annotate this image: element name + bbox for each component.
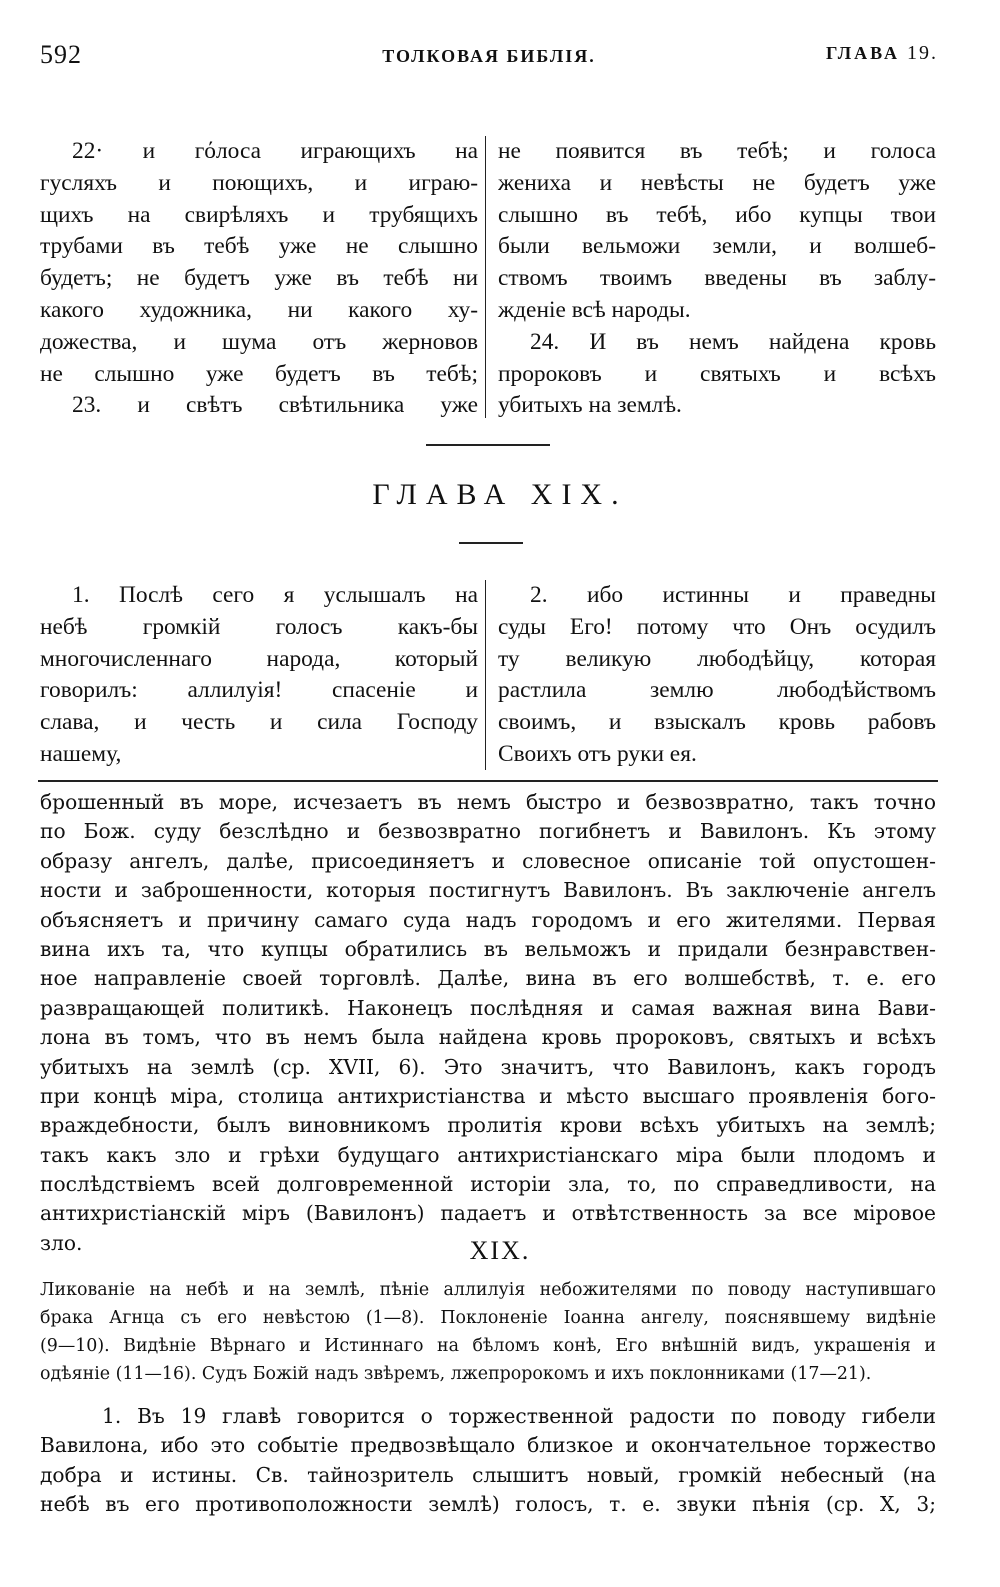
- text-line: нашему,: [40, 740, 122, 767]
- text-line: убитыхъ на землѣ (ср. XVII, 6). Это значитъ, что Вавилонъ, какъ городъ: [40, 1054, 936, 1079]
- text-line: какого художника, ни какого ху-: [40, 296, 478, 323]
- text-line: 1. Въ 19 главѣ говорится о торжественной радости по поводу гибели: [102, 1404, 936, 1428]
- text-line: 23. и свѣтъ свѣтильника уже: [72, 392, 478, 419]
- running-title: ТОЛКОВАЯ БИБЛІЯ.: [382, 46, 596, 66]
- divider-rule: [426, 444, 550, 446]
- text-line: образу ангелъ, далѣе, присоединяетъ и словесное описаніе той опустошен-: [40, 848, 936, 873]
- text-line: вина ихъ та, что купцы обратились въ вельможъ и придали безнравствен-: [40, 936, 936, 961]
- text-line: добра и истины. Св. тайнозритель слышитъ новый, громкій небесный (на: [40, 1462, 936, 1487]
- text-line: дожества, и шума отъ жерновов: [40, 328, 478, 355]
- text-line: убитыхъ на землѣ.: [498, 392, 682, 419]
- text-line: антихристіанскій міръ (Вавилонъ) падаетъ и отвѣтственность за все міровое: [40, 1201, 936, 1226]
- section-heading: XIX.: [469, 1236, 531, 1265]
- text-line: 24. И въ немъ найдена кровь: [530, 328, 936, 355]
- text-line: трубами въ тебѣ уже не слышно: [40, 233, 478, 260]
- scripture-chapter-right-column: [498, 580, 936, 771]
- commentary-rule: [38, 780, 938, 782]
- text-line: растлила землю любодѣйствомъ: [498, 677, 936, 704]
- text-line: (9—10). Видѣніе Вѣрнаго и Истиннаго на бѣломъ конѣ, Его внѣшній видъ, украшенія и: [40, 1336, 936, 1356]
- chapter-word: ГЛАВА: [825, 43, 900, 63]
- scripture-chapter-block: [40, 580, 936, 776]
- text-line: ствомъ твоимъ введены въ заблу-: [498, 265, 936, 292]
- text-line: лона въ томъ, что въ немъ была найдена кровь пророковъ, святыхъ и всѣхъ: [40, 1025, 936, 1050]
- text-line: своимъ, и взыскалъ кровь рабовъ: [498, 709, 936, 736]
- text-line: послѣдствіемъ всей долговременной исторіи зла, то, по справедливости, на: [40, 1172, 936, 1197]
- text-line: жденіе всѣ народы.: [498, 296, 691, 323]
- text-line: 22· и гόлоса играющихъ на: [72, 138, 478, 164]
- text-line: жениха и невѣсты не будетъ уже: [498, 169, 936, 196]
- text-line: развращающей политикѣ. Наконецъ послѣдняя и самая важная вина Вави-: [40, 995, 936, 1020]
- text-line: по Бож. суду безслѣдно и безвозвратно погибнетъ и Вавилонъ. Къ этому: [40, 819, 936, 844]
- text-line: одѣяніе (11—16). Судъ Божій надъ звѣремъ, лжепророкомъ и ихъ поклонниками (17—21).: [40, 1364, 872, 1384]
- text-line: враждебности, былъ виновникомъ пролитія крови всѣхъ убитыхъ на землѣ;: [40, 1113, 936, 1138]
- text-line: не появится въ тебѣ; и голоса: [498, 138, 936, 164]
- chapter-heading: ГЛАВА XIX.: [372, 478, 628, 511]
- text-line: будетъ; не будетъ уже въ тебѣ ни: [40, 265, 478, 292]
- chapter-number: 19.: [907, 42, 938, 64]
- text-line: гусляхъ и поющихъ, и играю-: [40, 169, 478, 196]
- text-line: 1. Послѣ сего я услышалъ на: [72, 582, 478, 608]
- text-line: пророковъ и святыхъ и всѣхъ: [498, 360, 936, 387]
- text-line: говорилъ: аллилуія! спасеніе и: [40, 677, 478, 704]
- scripture-top-right-column: [498, 136, 936, 422]
- text-line: Ликованіе на небѣ и на землѣ, пѣніе аллилуія небожителями по поводу наступившаго: [40, 1280, 936, 1300]
- text-line: 2. ибо истинны и праведны: [530, 582, 936, 608]
- text-line: брошенный въ море, исчезаетъ въ немъ быстро и безвозвратно, такъ точно: [40, 790, 936, 814]
- text-line: брака Агнца съ его невѣстою (1—8). Поклоненіе Іоанна ангелу, пояснявшему видѣніе: [40, 1308, 936, 1328]
- column-divider: [485, 580, 486, 770]
- text-line: небѣ въ его противоположности землѣ) голосъ, т. е. звуки пѣнія (ср. X, 3;: [40, 1492, 936, 1517]
- chapter-reference: [826, 42, 938, 65]
- commentary-text: [40, 788, 936, 1258]
- text-line: небѣ громкій голосъ какъ-бы: [40, 613, 478, 640]
- chapter-summary: [40, 1276, 936, 1388]
- text-line: объясняетъ и причину самаго суда надъ городомъ и его жителями. Первая: [40, 907, 936, 932]
- text-line: Своихъ отъ руки ея.: [498, 740, 697, 767]
- text-line: слышно въ тебѣ, ибо купцы твои: [498, 201, 936, 228]
- text-line: многочисленнаго народа, который: [40, 645, 478, 672]
- page-header: [40, 40, 938, 74]
- text-line: не слышно уже будетъ въ тебѣ;: [40, 360, 478, 387]
- page-number: 592: [40, 40, 82, 69]
- scripture-top-left-column: [40, 136, 478, 422]
- text-line: щихъ на свирѣляхъ и трубящихъ: [40, 201, 478, 228]
- text-line: ности и заброшенности, которыя постигнутъ Вавилонъ. Въ заключеніе ангелъ: [40, 878, 936, 903]
- text-line: при концѣ міра, столица антихристіанства и мѣсто высшаго проявленія бого-: [40, 1083, 936, 1108]
- text-line: Вавилона, ибо это событіе предвозвѣщало близкое и окончательное торжество: [40, 1433, 936, 1458]
- scripture-top-block: [40, 136, 936, 426]
- text-line: зло.: [40, 1230, 83, 1255]
- text-line: ное направленіе своей торговлѣ. Далѣе, вина въ его волшебствѣ, т. е. его: [40, 966, 936, 991]
- column-divider: [485, 136, 486, 418]
- text-line: ту великую любодѣйцу, которая: [498, 645, 936, 672]
- text-line: были вельможи земли, и волшеб-: [498, 233, 936, 260]
- divider-rule: [459, 542, 523, 544]
- commentary-verse-1: [40, 1402, 936, 1520]
- text-line: слава, и честь и сила Господу: [40, 709, 478, 736]
- scripture-chapter-left-column: [40, 580, 478, 771]
- text-line: суды Его! потому что Онъ осудилъ: [498, 613, 936, 640]
- text-line: такъ какъ зло и грѣхи будущаго антихристіанскаго міра были плодомъ и: [40, 1142, 936, 1167]
